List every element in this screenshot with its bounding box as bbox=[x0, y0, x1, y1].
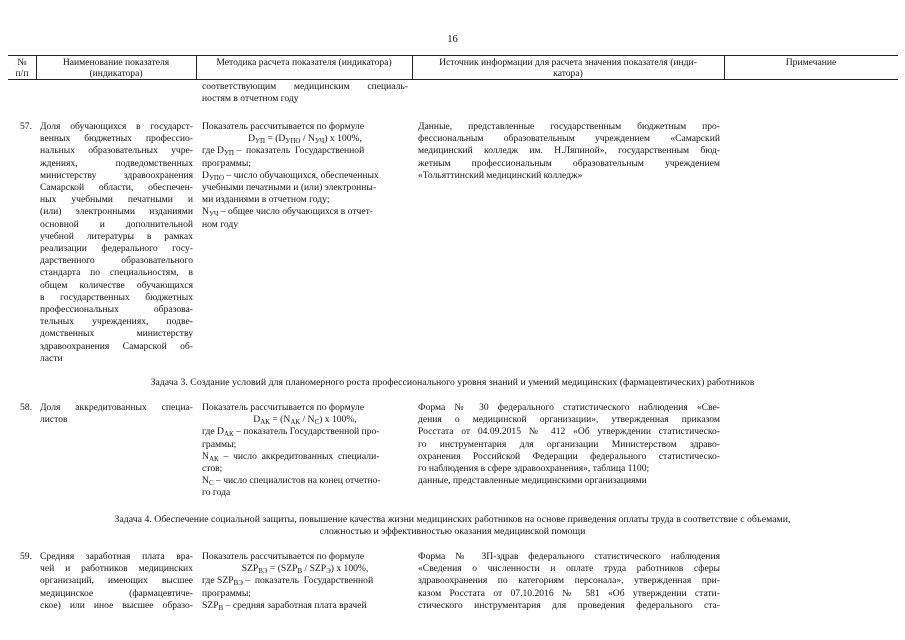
row-57-number: 57. bbox=[20, 121, 32, 132]
header-col-method: Методика расчета показателя (индикатора) bbox=[216, 57, 392, 68]
row-59-source: Форма № ЗП-здрав федерального статистического наблюдения «Сведения о численности и оплате труда работников сферы здравоохранения по категориям персонала», утвержденная при- казом Росстата от 07.10.2016 № 581 «Об утверждении стати- стического инструментария для проведения федерального ста- bbox=[418, 551, 720, 611]
continuation-text: соответствующим медицинским специаль- ностям в отчетном году bbox=[202, 81, 408, 105]
row-58-formula: $D_{АК} = (N_{АК} / N_С)$ x 100%, bbox=[253, 414, 357, 427]
row-58-name: Доля аккредитованных специа- листов bbox=[40, 402, 193, 426]
row-59-name: Средняя заработная плата вра- чей и работников медицинских организаций, имеющих высшее медицинское (фармацевтиче- ское) или иное высшее образо- bbox=[40, 551, 193, 611]
header-col-name: Наименование показателя (индикатора) bbox=[62, 57, 170, 79]
header-top-rule bbox=[8, 55, 898, 56]
row-57-method: Показатель рассчитывается по формуле $D_{УП} = (D_{УПО} / N_{УЧ})$ x 100%, где $D_{УП}$ – показатель Государственной программы; $D_{УПО}$ – число обучающихся, обеспеченных учебными печатными и (или) электронны- ми изданиями в отчетном году; $N_{УЧ}$ – общее число обучающихся в отчет- ном году bbox=[202, 121, 408, 231]
header-col-num: № п/п bbox=[15, 57, 29, 79]
task-4-heading: Задача 4. Обеспечение социальной защиты, повышение качества жизни медицинских работников на основе приведения оплаты труда в соответствие с объемами, сложностью и эффективностью оказания медицинской помощи bbox=[114, 514, 791, 537]
header-bottom-rule bbox=[8, 79, 898, 80]
page-number: 16 bbox=[447, 34, 458, 45]
task-3-heading: Задача 3. Создание условий для планомерного роста профессионального уровня знаний и умений медицинских (фармацевтических) работников bbox=[150, 377, 755, 388]
row-58-number: 58. bbox=[20, 402, 32, 413]
row-57-source: Данные, представленные государственным бюджетным про- фессиональным образовательным учреждением «Самарский медицинский колледж им. Н.Ляпиной», государственным бюд- жетным профессиональным образовательным учреждением «Тольяттинский медицинский колледж» bbox=[418, 121, 720, 181]
row-58-method: Показатель рассчитывается по формуле $D_{АК} = (N_{АК} / N_С)$ x 100%, где $D_{АК}$ – показатель Государственной про- граммы; $N_{АК}$ – число аккредитованных специали- стов; $N_С$ – число специалистов на конец отчетно- го года bbox=[202, 402, 408, 500]
row-59-number: 59. bbox=[20, 551, 32, 562]
row-59-formula: $SZP_{ВЭ} = (SZP_В / SZP_Э)$ x 100%, bbox=[241, 563, 369, 576]
row-58-source: Форма № 30 федерального статистического наблюдения «Све- дения о медицинской организации», утвержденная приказом Росстата от 04.09.2015 № 412 «Об утверждении статистическо- го инструментария для организации Министерством здраво- охранения Российской Федерации федерального статистическо- го наблюдения в сфере здравоохранения», таблица 1100; данные, представленные медицинскими организациями bbox=[418, 402, 720, 487]
row-59-method: Показатель рассчитывается по формуле $SZP_{ВЭ} = (SZP_В / SZP_Э)$ x 100%, где $SZP_{ВЭ}$ – показатель Государственной программы; $SZP_В$ – средняя заработная плата врачей bbox=[202, 551, 408, 612]
header-col-source: Источник информации для расчета значения показателя (инди- катора) bbox=[439, 57, 697, 79]
header-col-note: Примечание bbox=[785, 57, 837, 68]
row-57-name: Доля обучающихся в государст- венных бюджетных профессио- нальных образовательных учре- ждениях, подведомственных министерству здравоохранения Самарской области, обеспечен- ных учебными печатными и (или) электронными изданиями основной и дополнительной учебной литературы в рамках реализации федерального госу- дарственного образовательного стандарта по специальностям, в общем количестве обучающихся в государственных бюджетных профессиональных образова- тельных учреждениях, подве- домственных министерству здравоохранения Самарской об- ласти bbox=[40, 121, 193, 364]
row-57-formula: $D_{УП} = (D_{УПО} / N_{УЧ})$ x 100%, bbox=[248, 133, 362, 146]
